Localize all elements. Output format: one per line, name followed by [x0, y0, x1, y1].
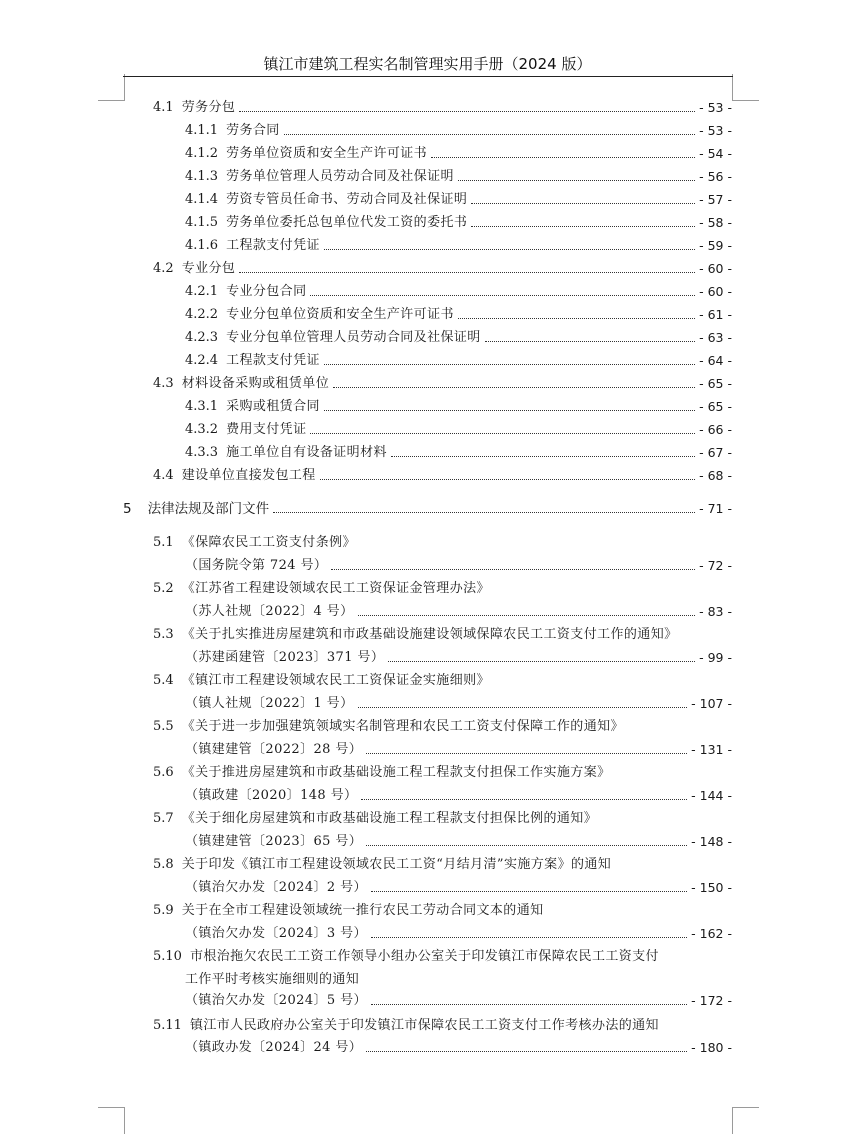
toc-entry-title: 费用支付凭证 — [226, 422, 307, 437]
toc-entry-title: 《关于推进房屋建筑和市政基础设施工程工程款支付担保工作实施方案》 — [181, 765, 611, 780]
dot-leader — [391, 456, 695, 457]
dot-leader — [324, 364, 695, 365]
toc-document-code-line[interactable] — [185, 830, 732, 850]
toc-entry-page: - 68 - — [699, 468, 732, 483]
toc-subsection[interactable] — [185, 349, 732, 369]
toc-entry-page: - 144 - — [691, 788, 732, 803]
toc-entry-line[interactable] — [153, 531, 356, 551]
dot-leader — [361, 799, 687, 800]
toc-entry-number: 5.1 — [153, 535, 174, 550]
toc-entry-page: - 131 - — [691, 742, 732, 757]
dot-leader — [310, 433, 695, 434]
toc-entry-page: - 64 - — [699, 353, 732, 368]
toc-entry-title: 建设单位直接发包工程 — [181, 468, 316, 483]
toc-entry-title: 专业分包合同 — [226, 284, 307, 299]
toc-entry-title: 镇江市人民政府办公室关于印发镇江市保障农民工工资支付工作考核办法的通知 — [189, 1018, 659, 1033]
toc-entry-number: 4.3.1 — [185, 399, 219, 414]
toc-entry-number: 4.1.6 — [185, 238, 219, 253]
toc-chapter-5[interactable] — [123, 497, 732, 517]
toc-entry-number: 5.2 — [153, 581, 174, 596]
toc-entry-number: 4.3.3 — [185, 445, 219, 460]
toc-entry-number: 4.2.4 — [185, 353, 219, 368]
toc-entry-number: 4.1.3 — [185, 169, 219, 184]
toc-entry-title: 《关于扎实推进房屋建筑和市政基础设施建设领域保障农民工工资支付工作的通知》 — [181, 627, 678, 642]
toc-entry-number: 4.3 — [153, 376, 174, 391]
toc-entry-page: - 65 - — [699, 399, 732, 414]
toc-document-code-line[interactable] — [185, 784, 732, 804]
toc-entry-number: 4.1 — [153, 100, 174, 115]
toc-entry-title: （苏建函建管〔2023〕371 号） — [185, 650, 385, 665]
dot-leader — [366, 845, 687, 846]
toc-subsection[interactable] — [185, 165, 732, 185]
toc-document-code-line[interactable] — [185, 600, 732, 620]
toc-entry-line[interactable] — [153, 807, 597, 827]
toc-entry-title: 工程款支付凭证 — [226, 238, 320, 253]
toc-entry-page: - 60 - — [699, 284, 732, 299]
toc-entry-page: - 83 - — [699, 604, 732, 619]
toc-entry-title: （镇治欠办发〔2024〕3 号） — [185, 926, 367, 941]
toc-entry-page: - 148 - — [691, 834, 732, 849]
toc-entry-title: 专业分包 — [181, 261, 236, 276]
toc-entry-title: 劳务分包 — [181, 100, 236, 115]
toc-entry-title: 施工单位自有设备证明材料 — [226, 445, 387, 460]
toc-entry-line[interactable] — [185, 968, 359, 988]
dot-leader — [239, 272, 695, 273]
toc-entry-title: （镇治欠办发〔2024〕5 号） — [185, 993, 367, 1008]
toc-entry-page: - 57 - — [699, 192, 732, 207]
toc-entry-page: - 99 - — [699, 650, 732, 665]
toc-entry-title: （镇建建管〔2022〕28 号） — [185, 742, 363, 757]
toc-entry-line[interactable] — [153, 577, 490, 597]
toc-entry-number: 4.1.2 — [185, 146, 219, 161]
toc-entry-number: 4.3.2 — [185, 422, 219, 437]
toc-entry-number: 5.5 — [153, 719, 174, 734]
toc-entry-number: 5.4 — [153, 673, 174, 688]
toc-section-4-1[interactable] — [153, 96, 732, 116]
toc-entry-number: 4.1.4 — [185, 192, 219, 207]
dot-leader — [366, 1051, 687, 1052]
toc-entry-line[interactable] — [153, 761, 611, 781]
dot-leader — [358, 707, 688, 708]
toc-subsection[interactable] — [185, 326, 732, 346]
dot-leader — [239, 111, 695, 112]
toc-entry-title: 工作平时考核实施细则的通知 — [185, 972, 360, 987]
dot-leader — [485, 341, 695, 342]
toc-section-4-3[interactable] — [153, 372, 732, 392]
dot-leader — [431, 157, 695, 158]
dot-leader — [458, 318, 695, 319]
toc-document-code-line[interactable] — [185, 738, 732, 758]
toc-entry-page: - 56 - — [699, 169, 732, 184]
toc-entry-title: 工程款支付凭证 — [226, 353, 320, 368]
toc-document-code-line[interactable] — [185, 989, 732, 1009]
toc-entry-page: - 63 - — [699, 330, 732, 345]
toc-entry-number: 5.11 — [153, 1018, 182, 1033]
dot-leader — [371, 891, 687, 892]
toc-document-code-line[interactable] — [185, 922, 732, 942]
toc-document-code-line[interactable] — [185, 692, 732, 712]
dot-leader — [284, 134, 695, 135]
dot-leader — [333, 387, 695, 388]
toc-entry-page: - 61 - — [699, 307, 732, 322]
toc-entry-number: 5.7 — [153, 811, 174, 826]
toc-entry-page: - 162 - — [691, 926, 732, 941]
toc-entry-title: 《关于进一步加强建筑领域实名制管理和农民工工资支付保障工作的通知》 — [181, 719, 624, 734]
dot-leader — [371, 937, 687, 938]
toc-entry-number: 4.1.5 — [185, 215, 219, 230]
toc-entry-title: （镇建建管〔2023〕65 号） — [185, 834, 363, 849]
toc-entry-line[interactable] — [153, 899, 544, 919]
toc-document-code-line[interactable] — [185, 646, 732, 666]
toc-entry-title: （镇人社规〔2022〕1 号） — [185, 696, 354, 711]
toc-subsection[interactable] — [185, 280, 732, 300]
toc-subsection[interactable] — [185, 119, 732, 139]
toc-entry-line[interactable] — [153, 715, 624, 735]
toc-entry-title: 法律法规及部门文件 — [147, 501, 270, 517]
toc-entry-page: - 172 - — [691, 993, 732, 1008]
toc-entry-number: 4.2.1 — [185, 284, 219, 299]
toc-entry-page: - 53 - — [699, 100, 732, 115]
toc-document-code-line[interactable] — [185, 876, 732, 896]
toc-entry-number: 4.1.1 — [185, 123, 219, 138]
toc-entry-number: 4.2 — [153, 261, 174, 276]
toc-subsection[interactable] — [185, 211, 732, 231]
toc-entry-title: 市根治拖欠农民工工资工作领导小组办公室关于印发镇江市保障农民工工资支付 — [189, 949, 659, 964]
dot-leader — [331, 569, 695, 570]
toc-entry-number: 5.8 — [153, 857, 174, 872]
toc-subsection[interactable] — [185, 441, 732, 461]
toc-entry-number: 5.6 — [153, 765, 174, 780]
toc-entry-title: （镇政办发〔2024〕24 号） — [185, 1040, 363, 1055]
toc-entry-number: 4.2.3 — [185, 330, 219, 345]
toc-entry-number: 5.10 — [153, 949, 182, 964]
toc-entry-line[interactable] — [153, 1014, 659, 1034]
toc-subsection[interactable] — [185, 418, 732, 438]
toc-entry-title: 劳务合同 — [226, 123, 280, 138]
toc-entry-line[interactable] — [153, 945, 659, 965]
toc-section-4-2[interactable] — [153, 257, 732, 277]
toc-entry-number: 4.2.2 — [185, 307, 219, 322]
toc-entry-title: （镇治欠办发〔2024〕2 号） — [185, 880, 367, 895]
toc-entry-title: 《保障农民工工资支付条例》 — [181, 535, 356, 550]
toc-entry-title: 《江苏省工程建设领域农民工工资保证金管理办法》 — [181, 581, 490, 596]
toc-entry-title: （镇政建〔2020〕148 号） — [185, 788, 358, 803]
toc-subsection[interactable] — [185, 142, 732, 162]
toc-entry-page: - 72 - — [699, 558, 732, 573]
toc-entry-page: - 65 - — [699, 376, 732, 391]
toc-entry-title: 采购或租赁合同 — [226, 399, 320, 414]
toc-entry-page: - 66 - — [699, 422, 732, 437]
toc-subsection[interactable] — [185, 303, 732, 323]
toc-entry-title: 劳务单位资质和安全生产许可证书 — [226, 146, 428, 161]
toc-entry-number: 5.9 — [153, 903, 174, 918]
toc-entry-line[interactable] — [153, 669, 490, 689]
toc-entry-title: （苏人社规〔2022〕4 号） — [185, 604, 354, 619]
dot-leader — [310, 295, 695, 296]
toc-entry-title: 劳务单位管理人员劳动合同及社保证明 — [226, 169, 454, 184]
toc-entry-title: 劳务单位委托总包单位代发工资的委托书 — [226, 215, 468, 230]
dot-leader — [324, 249, 695, 250]
toc-entry-title: 专业分包单位资质和安全生产许可证书 — [226, 307, 454, 322]
toc-entry-page: - 54 - — [699, 146, 732, 161]
dot-leader — [471, 226, 695, 227]
toc-entry-page: - 58 - — [699, 215, 732, 230]
toc-entry-page: - 71 - — [699, 501, 732, 516]
toc-entry-title: 劳资专管员任命书、劳动合同及社保证明 — [226, 192, 468, 207]
dot-leader — [371, 1004, 687, 1005]
dot-leader — [471, 203, 695, 204]
dot-leader — [358, 615, 696, 616]
toc-entry-page: - 60 - — [699, 261, 732, 276]
toc-subsection[interactable] — [185, 234, 732, 254]
dot-leader — [458, 180, 695, 181]
toc-document-code-line[interactable] — [185, 1036, 732, 1056]
toc-entry-page: - 107 - — [691, 696, 732, 711]
toc-entry-page: - 59 - — [699, 238, 732, 253]
toc-entry-number: 4.4 — [153, 468, 174, 483]
running-header-title: 镇江市建筑工程实名制管理实用手册（2024 版） — [263, 55, 592, 73]
toc-entry-number: 5 — [123, 501, 132, 517]
toc-entry-line[interactable] — [153, 853, 611, 873]
toc-entry-page: - 150 - — [691, 880, 732, 895]
toc-subsection[interactable] — [185, 395, 732, 415]
toc-entry-title: 《镇江市工程建设领域农民工工资保证金实施细则》 — [181, 673, 490, 688]
toc-entry-title: 材料设备采购或租赁单位 — [181, 376, 330, 391]
toc-subsection[interactable] — [185, 188, 732, 208]
dot-leader — [388, 661, 695, 662]
toc-entry-line[interactable] — [153, 623, 678, 643]
dot-leader — [273, 512, 695, 513]
toc-entry-title: 专业分包单位管理人员劳动合同及社保证明 — [226, 330, 481, 345]
dot-leader — [366, 753, 687, 754]
toc-entry-page: - 53 - — [699, 123, 732, 138]
toc-entry-title: （国务院令第 724 号） — [185, 558, 328, 573]
toc-entry-page: - 67 - — [699, 445, 732, 460]
toc-section-4-4[interactable] — [153, 464, 732, 484]
toc-entry-title: 关于印发《镇江市工程建设领域农民工工资“月结月清”实施方案》的通知 — [181, 857, 612, 872]
toc-entry-page: - 180 - — [691, 1040, 732, 1055]
dot-leader — [320, 479, 695, 480]
toc-entry-title: 《关于细化房屋建筑和市政基础设施工程工程款支付担保比例的通知》 — [181, 811, 598, 826]
toc-entry-title: 关于在全市工程建设领域统一推行农民工劳动合同文本的通知 — [181, 903, 544, 918]
toc-document-code-line[interactable] — [185, 554, 732, 574]
dot-leader — [324, 410, 695, 411]
toc-entry-number: 5.3 — [153, 627, 174, 642]
